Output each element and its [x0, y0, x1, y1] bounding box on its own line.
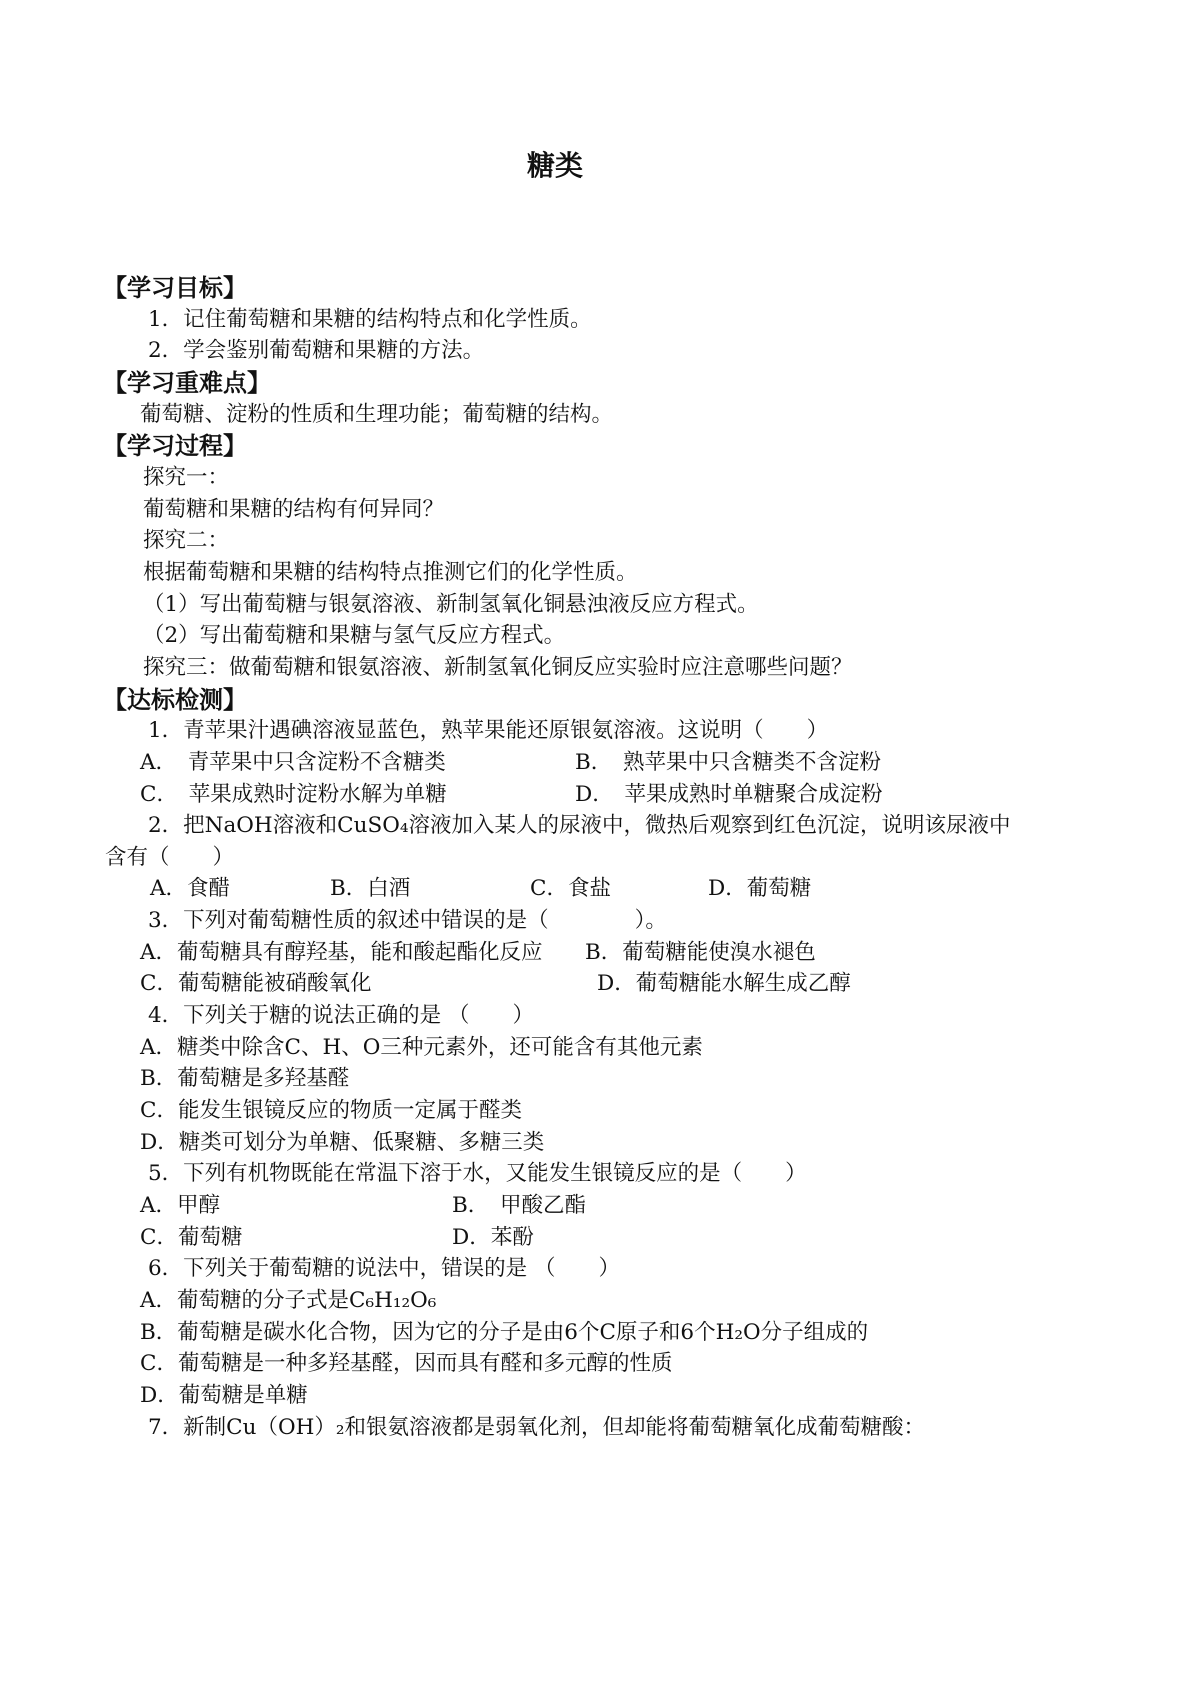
key-points-text: 葡萄糖、淀粉的性质和生理功能；葡萄糖的结构。 [140, 401, 614, 427]
process-line: 葡萄糖和果糖的结构有何异同？ [143, 496, 445, 522]
option-row [0, 747, 1191, 779]
option-c: C．能发生银镜反应的物质一定属于醛类 [140, 1098, 522, 1124]
option-d: D． 苹果成熟时单糖聚合成淀粉 [575, 781, 883, 807]
option-b: B． 熟苹果中只含糖类不含淀粉 [575, 749, 882, 775]
option-a: A．糖类中除含C、H、O三种元素外，还可能含有其他元素 [140, 1034, 703, 1060]
option-d: D．糖类可划分为单糖、低聚糖、多糖三类 [140, 1129, 545, 1155]
question-stem: 4．下列关于糖的说法正确的是 （ ） [148, 1003, 535, 1029]
question-stem: 7．新制Cu（OH）₂和银氨溶液都是弱氧化剂，但却能将葡萄糖氧化成葡萄糖酸： [148, 1414, 925, 1440]
option-b: B． 甲酸乙酯 [452, 1193, 587, 1219]
option-row [0, 779, 1191, 811]
option-c: C．葡萄糖 [140, 1224, 243, 1250]
option-row [0, 937, 1191, 969]
process-line: 探究二： [143, 528, 230, 554]
option-d: D．葡萄糖 [708, 876, 812, 902]
question-stem: 6．下列关于葡萄糖的说法中，错误的是 （ ） [148, 1256, 621, 1282]
option-c: C．葡萄糖能被硝酸氧化 [140, 971, 372, 997]
option-a: A．葡萄糖具有醇羟基，能和酸起酯化反应 [140, 939, 543, 965]
option-c: C．葡萄糖是一种多羟基醛，因而具有醛和多元醇的性质 [140, 1351, 673, 1377]
option-c: C． 苹果成熟时淀粉水解为单糖 [140, 781, 447, 807]
question-stem: 3．下列对葡萄糖性质的叙述中错误的是（ ）。 [148, 908, 667, 934]
question-stem: 1．青苹果汁遇碘溶液显蓝色，熟苹果能还原银氨溶液。这说明（ ） [148, 718, 829, 744]
question-stem-continued: 含有（ ） [105, 844, 235, 870]
option-a: A．食醋 [150, 876, 231, 902]
question-stem: 2．把NaOH溶液和CuSO₄溶液加入某人的尿液中，微热后观察到红色沉淀，说明该尿液中 [148, 813, 1011, 839]
process-line: （2）写出葡萄糖和果糖与氢气反应方程式。 [143, 623, 566, 649]
option-b: B．葡萄糖是多羟基醛 [140, 1066, 350, 1092]
option-b: B．葡萄糖是碳水化合物，因为它的分子是由6个C原子和6个H₂O分子组成的 [140, 1319, 869, 1345]
option-d: D．葡萄糖是单糖 [140, 1382, 308, 1408]
process-line: （1）写出葡萄糖与银氨溶液、新制氢氧化铜悬浊液反应方程式。 [143, 591, 759, 617]
process-line: 根据葡萄糖和果糖的结构特点推测它们的化学性质。 [143, 559, 638, 585]
process-line: 探究三：做葡萄糖和银氨溶液、新制氢氧化铜反应实验时应注意哪些问题？ [143, 654, 853, 680]
option-b: B．白酒 [330, 876, 411, 902]
option-d: D．葡萄糖能水解生成乙醇 [597, 971, 851, 997]
option-b: B．葡萄糖能使溴水褪色 [585, 939, 816, 965]
process-line: 探究一： [143, 464, 230, 490]
option-a: A．葡萄糖的分子式是C₆H₁₂O₆ [140, 1288, 437, 1313]
section-heading-goals: 【学习目标】 [103, 273, 247, 302]
document-body [0, 272, 1191, 1443]
goal-item: 1．记住葡萄糖和果糖的结构特点和化学性质。 [148, 306, 592, 332]
option-row [0, 873, 1191, 905]
option-c: C．食盐 [530, 876, 611, 902]
option-a: A．甲醇 [140, 1193, 221, 1219]
question-stem: 5．下列有机物既能在常温下溶于水，又能发生银镜反应的是（ ） [148, 1161, 807, 1187]
option-a: A． 青苹果中只含淀粉不含糖类 [140, 749, 446, 775]
section-heading-key-points: 【学习重难点】 [103, 367, 271, 397]
option-row [0, 1222, 1191, 1254]
section-heading-test: 【达标检测】 [103, 684, 247, 714]
option-row [0, 968, 1191, 1000]
goal-item: 2．学会鉴别葡萄糖和果糖的方法。 [148, 338, 485, 364]
page-title: 糖类 [527, 149, 584, 182]
option-row [0, 1190, 1191, 1222]
option-d: D．苯酚 [452, 1224, 534, 1250]
section-heading-process: 【学习过程】 [103, 431, 247, 461]
